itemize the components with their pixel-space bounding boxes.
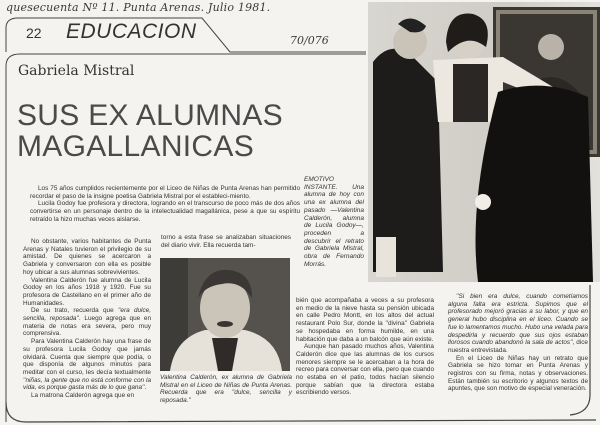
text-run: . Luego agrega que en materia de notas era severa, pero muy comprensiva.	[23, 315, 151, 338]
quote-run: ''niñas, la gente que no está conforme con la vida, es porque gasta más de lo que gana''	[23, 376, 151, 392]
text-run: De su trato, recuerda que	[31, 307, 118, 315]
article-lead	[30, 185, 300, 224]
photo-unveiling-portrait	[368, 2, 600, 282]
lead-paragraph: Los 75 años cumplidos recientemente por el Liceo de Niñas de Punta Arenas han permitido recordar el paso de la insigne poetisa Gabriela Mistral por el estableci-miento.	[30, 185, 300, 200]
main-photo-caption: EMOTIVO INSTANTE. Una alumna de hoy con una ex alumna del pasado —Valentina Calderón, alumna de Lucila Godoy—, proceden a descubrir el retrato de Gabriela Mistral, obra de Fernando Morrás.	[304, 176, 364, 268]
photo-valentina-calderon	[160, 258, 290, 371]
quote-run: ''Si bien era dulce, cuando cometíamos alguna falta era estricta. Supimos que el profesorado mejoró gracias a su labor, y que en general hubo disciplina en el liceo. Cuando se fue lo lamentamos mucho. Hubo una velada para despedirla y recuerdo que sus ojos estaban llorosos cuando abandonó la sala de actos''	[448, 293, 588, 347]
handwritten-catalog-code: 70/076	[290, 34, 329, 47]
quote-run: ''era dulce, sencilla, reposada''	[23, 307, 151, 323]
handwritten-source-note: quesecuenta Nº 11. Punta Arenas. Julio 1981.	[6, 1, 271, 14]
headline-line-1: SUS EX ALUMNAS	[17, 99, 283, 132]
portrait-photo	[160, 258, 290, 371]
column-paragraph: La matrona Calderón agrega que en	[31, 392, 135, 400]
text-run: .	[144, 384, 147, 392]
column-paragraph: No obstante, varios habitantes de Punta Arenas y Natales tuvieron el privilegio de su amistad. De quienes se acercaron a Gabriela y conversaron con ella es posible hoy ubicar a sus alumnas sobrevivientes.	[23, 238, 151, 276]
article-column-4	[448, 293, 588, 393]
article-column-3	[296, 297, 434, 397]
column-paragraph	[448, 293, 588, 355]
article-kicker: Gabriela Mistral	[18, 63, 135, 79]
article-column-1	[23, 238, 151, 400]
column-paragraph: bién que acompañaba a veces a su profesora en medio de la nieve hasta su pensión ubicada en calle Pedro Montt, en los altos del actual restaurant Polo Sur, donde la ''divina'' Gabriela se hospedaba en forma humilde, en una habitación que daba a un balcón que aún existe.	[296, 297, 434, 343]
column-paragraph: Valentina Calderón fue alumna de Lucila Godoy en los años 1918 y 1920. Fue su profesora de Castellano en el primer año de Humanidades.	[23, 276, 151, 307]
column-paragraph: En el Liceo de Niñas hay un retrato que Gabriela se hizo tomar en Punta Arenas y registros con su firma, notas y observaciones. Están también su escritorio y algunos textos de apuntes, que son motivo de especial veneración.	[448, 354, 588, 393]
column-paragraph	[23, 307, 151, 338]
column-paragraph: Aunque han pasado muchos años, Valentina Calderón dice que las alumnas de los cursos menores siempre se le acercaban a la hora de recreo para conversar con ella, pero que cuando no estaba en el patio, todos hacían silencio porque sabían que la directora estaba escribiendo versos.	[296, 343, 434, 397]
headline-line-2: MAGALLANICAS	[17, 130, 255, 163]
column-paragraph	[23, 338, 151, 392]
main-photo	[368, 2, 600, 282]
column-paragraph: torno a esta frase se analizaban situaciones del diario vivir. Ella recuerda tam-	[161, 234, 291, 249]
lead-paragraph: Lucila Godoy fue profesora y directora, logrando en el transcurso de poco más de dos años convertirse en un personaje dentro de la intelectualidad magallánica, pese a que su espíritu retraído la hizo muchas veces aislarse.	[30, 200, 300, 223]
text-run: , dice nuestra entrevistada.	[448, 339, 588, 354]
page-number: 22	[26, 25, 42, 41]
text-run: Para Valentina Calderón hay una frase de su profesora Lucila Godoy que jamás olvidará. Cuenta que siempre que podía, o que disponía de algunos minutos para meditar con el curso, les decía textualmente	[23, 338, 151, 376]
article-column-2	[161, 234, 291, 249]
section-title: EDUCACION	[66, 20, 197, 43]
article-headline	[17, 100, 283, 162]
portrait-photo-caption: Valentina Calderón, ex alumna de Gabriela Mistral en el Liceo de Niñas de Punta Arenas. Recuerda que era ''dulce, sencilla y reposada.''	[160, 374, 292, 405]
